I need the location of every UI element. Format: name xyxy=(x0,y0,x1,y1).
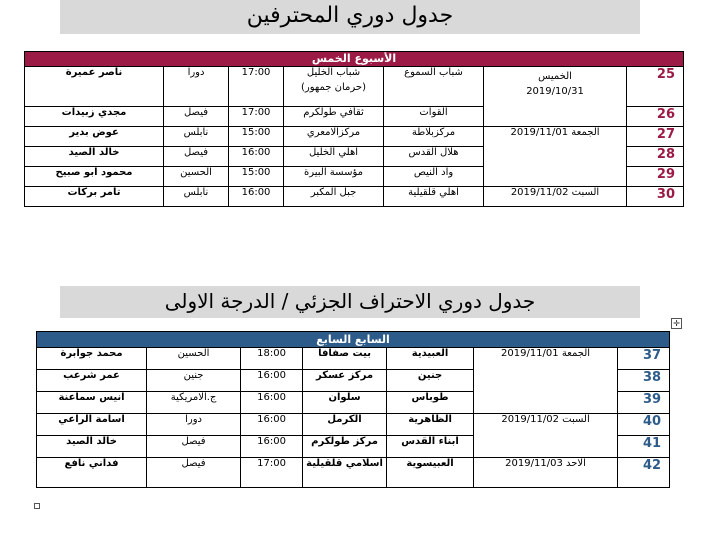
table1-title: جدول دوري المحترفين xyxy=(60,0,640,34)
match-number: 42 xyxy=(618,458,670,488)
table2-title: جدول دوري الاحتراف الجزئي / الدرجة الاولى xyxy=(60,286,640,318)
away-team: جبل المكبر xyxy=(284,187,384,207)
venue: جنين xyxy=(147,370,241,392)
home-team: اهلي قلقيلية xyxy=(384,187,484,207)
first-division-table xyxy=(36,331,670,488)
home-team: مركزبلاطة xyxy=(384,127,484,147)
match-day: الجمعة 2019/11/01 xyxy=(474,348,618,414)
away-team: ثقافي طولكرم xyxy=(284,107,384,127)
venue: نابلس xyxy=(164,127,229,147)
table-row xyxy=(25,127,684,147)
week-label: السابع السابع xyxy=(37,332,670,348)
day-name: الخميس xyxy=(538,71,572,82)
match-number: 38 xyxy=(618,370,670,392)
kickoff-time: 16:00 xyxy=(241,414,303,436)
kickoff-time: 16:00 xyxy=(241,392,303,414)
referee: محمود ابو صبيح xyxy=(25,167,164,187)
match-day: السبت 2019/11/02 xyxy=(474,414,618,458)
match-number: 27 xyxy=(627,127,684,147)
venue: فيصل xyxy=(147,436,241,458)
home-team: جنين xyxy=(387,370,474,392)
kickoff-time: 16:00 xyxy=(241,436,303,458)
table-row xyxy=(37,414,670,436)
home-team: الظاهرية xyxy=(387,414,474,436)
day-date: 2019/10/31 xyxy=(526,86,584,97)
away-team: سلوان xyxy=(303,392,387,414)
away-team: اسلامي قلقيلية xyxy=(303,458,387,488)
kickoff-time: 17:00 xyxy=(241,458,303,488)
venue: فيصل xyxy=(164,107,229,127)
match-day: الاحد 2019/11/03 xyxy=(474,458,618,488)
referee: فداني نافع xyxy=(37,458,147,488)
week-label: الأسبوع الخمس xyxy=(25,52,684,67)
referee: خالد الصيد xyxy=(37,436,147,458)
match-number: 30 xyxy=(627,187,684,207)
away-team: مؤسسة البيرة xyxy=(284,167,384,187)
move-anchor-icon[interactable]: ✛ xyxy=(671,318,682,329)
match-number: 26 xyxy=(627,107,684,127)
home-team: العبيدية xyxy=(387,348,474,370)
match-number: 41 xyxy=(618,436,670,458)
kickoff-time: 17:00 xyxy=(229,67,284,107)
away-team xyxy=(284,67,384,107)
kickoff-time: 16:00 xyxy=(229,147,284,167)
table-row xyxy=(37,458,670,488)
venue: فيصل xyxy=(164,147,229,167)
kickoff-time: 17:00 xyxy=(229,107,284,127)
referee: اسامة الراعي xyxy=(37,414,147,436)
away-team: مركز طولكرم xyxy=(303,436,387,458)
venue: الحسين xyxy=(164,167,229,187)
referee: ناصر عميرة xyxy=(25,67,164,107)
resize-handle-icon[interactable] xyxy=(34,503,40,509)
referee: مجدي زبيدات xyxy=(25,107,164,127)
match-number: 37 xyxy=(618,348,670,370)
away-team: الكرمل xyxy=(303,414,387,436)
match-number: 25 xyxy=(627,67,684,107)
home-team: شباب السموع xyxy=(384,67,484,107)
home-team: طوباس xyxy=(387,392,474,414)
referee: محمد جوابرة xyxy=(37,348,147,370)
venue: نابلس xyxy=(164,187,229,207)
match-day: السبت 2019/11/02 xyxy=(484,187,627,207)
home-team: العبيسوية xyxy=(387,458,474,488)
professional-league-table xyxy=(24,51,684,207)
venue: فيصل xyxy=(147,458,241,488)
away-team-name: شباب الخليل xyxy=(306,67,361,78)
referee: عمر شرعب xyxy=(37,370,147,392)
kickoff-time: 16:00 xyxy=(229,187,284,207)
venue: دورا xyxy=(164,67,229,107)
week-header-row xyxy=(37,332,670,348)
away-team: مركز عسكر xyxy=(303,370,387,392)
penalty-note: (حرمان جمهور) xyxy=(301,82,367,93)
home-team: واد النيص xyxy=(384,167,484,187)
away-team: اهلي الخليل xyxy=(284,147,384,167)
home-team: القوات xyxy=(384,107,484,127)
venue: ج.الامريكية xyxy=(147,392,241,414)
kickoff-time: 18:00 xyxy=(241,348,303,370)
match-day xyxy=(484,67,627,127)
match-number: 39 xyxy=(618,392,670,414)
home-team: هلال القدس xyxy=(384,147,484,167)
venue: دورا xyxy=(147,414,241,436)
kickoff-time: 16:00 xyxy=(241,370,303,392)
away-team: بيت صفافا xyxy=(303,348,387,370)
week-header-row xyxy=(25,52,684,67)
match-number: 29 xyxy=(627,167,684,187)
table-row xyxy=(25,67,684,107)
kickoff-time: 15:00 xyxy=(229,167,284,187)
match-number: 28 xyxy=(627,147,684,167)
home-team: ابناء القدس xyxy=(387,436,474,458)
table-row xyxy=(37,348,670,370)
referee: تامر بركات xyxy=(25,187,164,207)
away-team: مركزالامعري xyxy=(284,127,384,147)
match-number: 40 xyxy=(618,414,670,436)
referee: عوض بدير xyxy=(25,127,164,147)
table-row xyxy=(25,187,684,207)
venue: الحسين xyxy=(147,348,241,370)
referee: خالد الصيد xyxy=(25,147,164,167)
referee: انيس سماعنة xyxy=(37,392,147,414)
kickoff-time: 15:00 xyxy=(229,127,284,147)
match-day: الجمعة 2019/11/01 xyxy=(484,127,627,187)
